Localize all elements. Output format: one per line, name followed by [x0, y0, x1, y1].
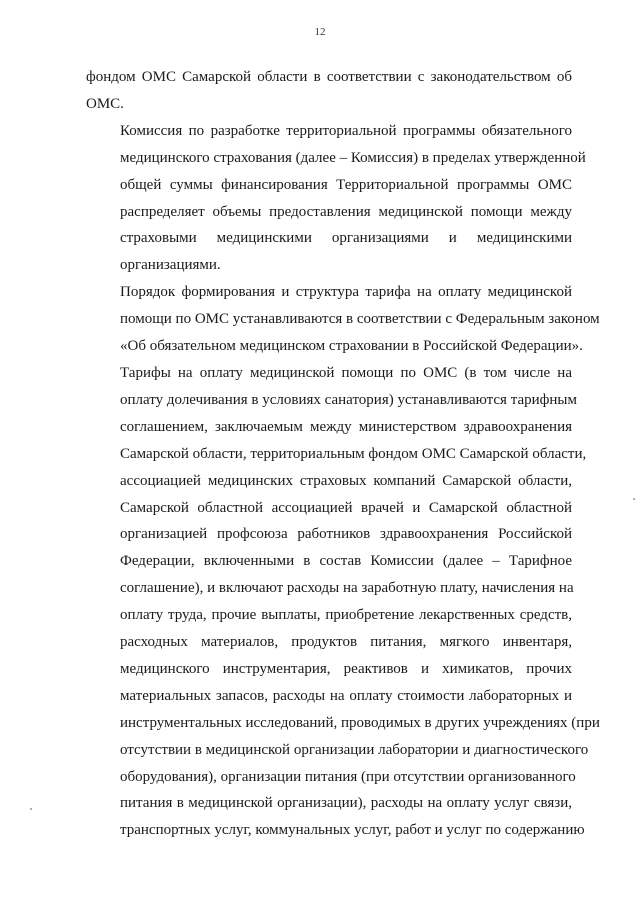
- paragraph: [86, 64, 572, 118]
- text-line: материальных запасов, расходы на оплату стоимости лабораторных и: [120, 687, 572, 704]
- text-line: оплату долечивания в условиях санатория) устанавливаются тарифным: [120, 391, 577, 408]
- text-line: питания в медицинской организации), расходы на оплату услуг связи,: [120, 795, 572, 812]
- text-line: соглашение), и включают расходы на заработную плату, начисления на: [120, 580, 574, 597]
- text-line: общей суммы финансирования Территориальной программы ОМС: [120, 176, 572, 193]
- text-line: «Об обязательном медицинском страховании в Российской Федерации».: [120, 338, 583, 355]
- text-line: Федерации, включенными в состав Комиссии (далее – Тарифное: [120, 553, 572, 570]
- text-line: Самарской области, территориальным фондом ОМС Самарской области,: [120, 445, 587, 462]
- text-line: фондом ОМС Самарской области в соответствии с законодательством об: [86, 69, 572, 85]
- text-line: ассоциацией медицинских страховых компаний Самарской области,: [120, 472, 572, 489]
- paragraph: [86, 118, 586, 279]
- text-line: оплату труда, прочие выплаты, приобретение лекарственных средств,: [120, 607, 572, 624]
- text-line: транспортных услуг, коммунальных услуг, работ и услуг по содержанию: [120, 822, 585, 839]
- text-line: Тарифы на оплату медицинской помощи по ОМС (в том числе на: [120, 364, 572, 381]
- text-line: оборудования), организации питания (при отсутствии организованного: [120, 768, 576, 785]
- page-number: 12: [314, 26, 326, 38]
- text-line: распределяет объемы предоставления медицинской помощи между: [120, 203, 572, 220]
- text-line: Комиссия по разработке территориальной программы обязательного: [120, 122, 572, 139]
- text-line: медицинского инструментария, реактивов и химикатов, прочих: [120, 660, 572, 677]
- text-line: Самарской областной ассоциацией врачей и Самарской областной: [120, 499, 572, 516]
- paragraph: [86, 279, 600, 360]
- text-line: ОМС.: [86, 95, 124, 112]
- scan-speck: [30, 808, 32, 810]
- text-line: инструментальных исследований, проводимых в других учреждениях (при: [120, 714, 600, 731]
- text-line: организациями.: [120, 257, 221, 274]
- document-body: [86, 64, 600, 844]
- text-line: соглашением, заключаемым между министерством здравоохранения: [120, 418, 572, 435]
- text-line: отсутствии в медицинской организации лаборатории и диагностического: [120, 741, 589, 758]
- text-line: страховыми медицинскими организациями и медицинскими: [120, 230, 572, 247]
- scan-speck: [633, 498, 635, 500]
- text-line: организацией профсоюза работников здравоохранения Российской: [120, 526, 572, 543]
- text-line: медицинского страхования (далее – Комиссия) в пределах утвержденной: [120, 149, 586, 166]
- text-line: Порядок формирования и структура тарифа на оплату медицинской: [120, 284, 572, 301]
- text-line: помощи по ОМС устанавливаются в соответствии с Федеральным законом: [120, 311, 600, 328]
- text-line: расходных материалов, продуктов питания, мягкого инвентаря,: [120, 634, 572, 651]
- paragraph: [86, 360, 600, 844]
